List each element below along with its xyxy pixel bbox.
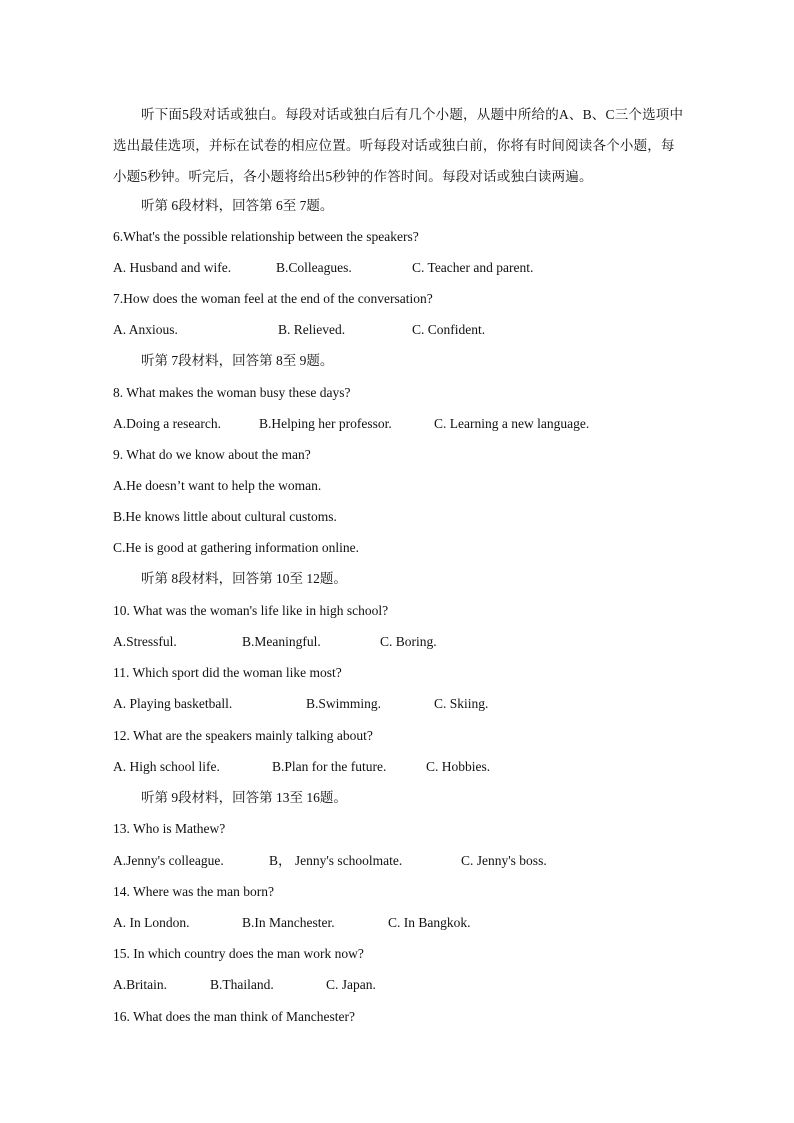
q12-option-c[interactable]: C. Hobbies.	[426, 759, 491, 774]
q9-option-b[interactable]: B.He knows little about cultural customs.	[113, 509, 337, 524]
q9-option-a[interactable]: A.He doesn’t want to help the woman.	[113, 478, 322, 493]
q6-option-a[interactable]: A. Husband and wife.	[113, 260, 232, 275]
q11-option-c[interactable]: C. Skiing.	[434, 696, 489, 711]
q7-option-a[interactable]: A. Anxious.	[113, 322, 178, 337]
q13-option-b[interactable]: B， Jenny's schoolmate.	[269, 853, 403, 868]
q10-option-a[interactable]: A.Stressful.	[113, 634, 177, 649]
q11-option-b[interactable]: B.Swimming.	[306, 696, 382, 711]
q15-option-a[interactable]: A.Britain.	[113, 977, 167, 992]
q13-option-c[interactable]: C. Jenny's boss.	[461, 853, 547, 868]
section-heading-6: 听第 6段材料，回答第 6至 7题。	[141, 198, 334, 213]
question-15: 15. In which country does the man work now?	[113, 946, 364, 961]
q15-option-b[interactable]: B.Thailand.	[210, 977, 274, 992]
q14-option-b[interactable]: B.In Manchester.	[242, 915, 335, 930]
q10-option-c[interactable]: C. Boring.	[380, 634, 437, 649]
question-16: 16. What does the man think of Manchester?	[113, 1009, 355, 1024]
section-heading-9: 听第 9段材料，回答第 13至 16题。	[141, 790, 347, 805]
q6-option-b[interactable]: B.Colleagues.	[276, 260, 352, 275]
q13-option-a[interactable]: A.Jenny's colleague.	[113, 853, 224, 868]
q8-option-c[interactable]: C. Learning a new language.	[434, 416, 590, 431]
question-8: 8. What makes the woman busy these days?	[113, 385, 351, 400]
question-13: 13. Who is Mathew?	[113, 821, 226, 836]
q14-option-c[interactable]: C. In Bangkok.	[388, 915, 471, 930]
listening-instructions: 听下面5段对话或独白。每段对话或独白后有几个小题，从题中所给的A、B、C三个选项中选出最佳选项，并标在试卷的相应位置。听每段对话或独白前，你将有时间阅读各个小题，每小题5秒钟。听完后，各小题将给出5秒钟的作答时间。每段对话或独白读两遍。	[113, 107, 684, 184]
q12-option-a[interactable]: A. High school life.	[113, 759, 220, 774]
question-6: 6.What's the possible relationship between the speakers?	[113, 229, 419, 244]
question-9: 9. What do we know about the man?	[113, 447, 311, 462]
q9-option-c[interactable]: C.He is good at gathering information online.	[113, 540, 359, 555]
q8-option-b[interactable]: B.Helping her professor.	[259, 416, 392, 431]
q14-option-a[interactable]: A. In London.	[113, 915, 190, 930]
question-11: 11. Which sport did the woman like most?	[113, 665, 342, 680]
question-7: 7.How does the woman feel at the end of the conversation?	[113, 291, 433, 306]
q7-option-b[interactable]: B. Relieved.	[278, 322, 346, 337]
q7-option-c[interactable]: C. Confident.	[412, 322, 486, 337]
question-10: 10. What was the woman's life like in high school?	[113, 603, 389, 618]
q6-option-c[interactable]: C. Teacher and parent.	[412, 260, 534, 275]
question-14: 14. Where was the man born?	[113, 884, 274, 899]
question-12: 12. What are the speakers mainly talking about?	[113, 728, 373, 743]
q10-option-b[interactable]: B.Meaningful.	[242, 634, 321, 649]
section-heading-7: 听第 7段材料，回答第 8至 9题。	[141, 353, 334, 368]
q15-option-c[interactable]: C. Japan.	[326, 977, 376, 992]
section-heading-8: 听第 8段材料，回答第 10至 12题。	[141, 571, 347, 586]
q8-option-a[interactable]: A.Doing a research.	[113, 416, 221, 431]
q11-option-a[interactable]: A. Playing basketball.	[113, 696, 233, 711]
q12-option-b[interactable]: B.Plan for the future.	[272, 759, 387, 774]
